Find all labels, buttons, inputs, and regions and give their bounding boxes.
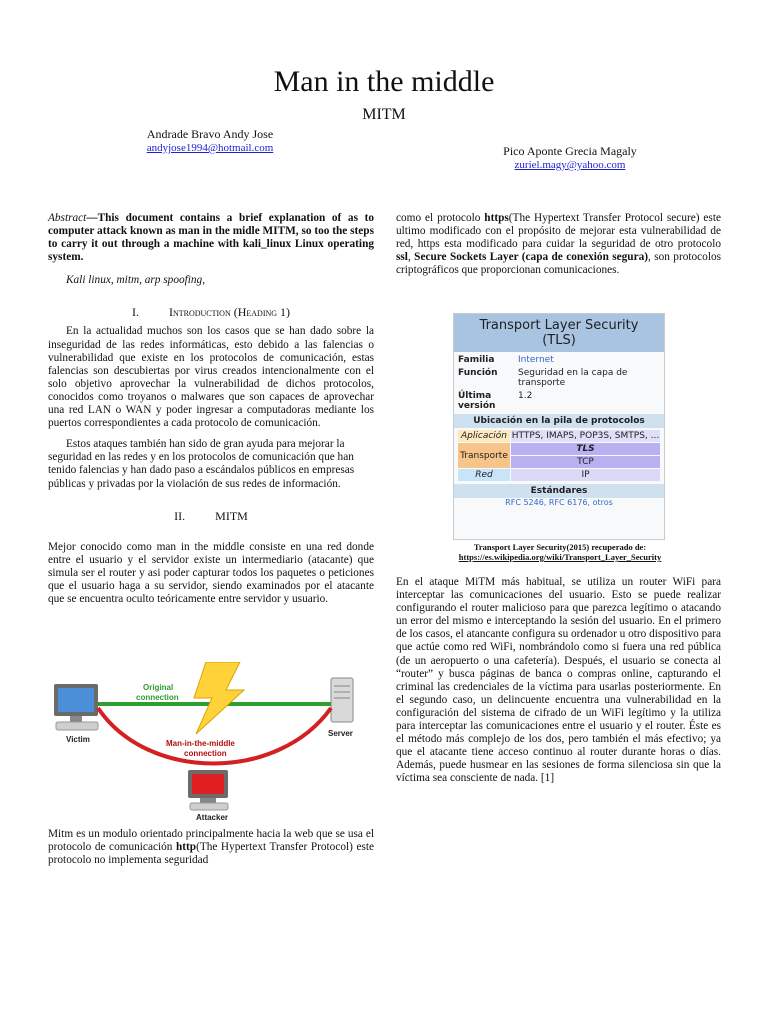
mitm-label: Man-in-the-middle: [166, 739, 235, 748]
section-1-number: I.: [131, 305, 139, 320]
abstract: [48, 212, 374, 264]
section-2-heading: [48, 509, 374, 523]
tls-stack-grid: [458, 430, 660, 481]
tls-funcion-key: Función: [458, 368, 498, 378]
original-label: Original: [143, 683, 174, 692]
caption-url[interactable]: https://es.wikipedia.org/wiki/Transport_Layer_Security: [458, 552, 662, 562]
abstract-text: This document contains a brief explanation of as to computer attack known as man in the midle MITM, so too the steps to carry it out through a machine with kali_linux Linux operating system.: [48, 212, 374, 264]
http-bold: http: [175, 841, 197, 854]
https-bold: https: [484, 212, 509, 224]
tls-funcion-value: Seguridad en la capa de transporte: [518, 368, 628, 388]
section-1-paragraph-2: Estos ataques también han sido de gran ayuda para mejorar la seguridad en las redes y en los protocolos de comunicación que han tenido falencias y han dado paso a escándalos públicos en empresas públicas y privadas por la violación de sus redes de información.: [48, 438, 355, 490]
victim-computer-icon: [54, 684, 98, 730]
tls-row-funcion: [454, 368, 664, 388]
tls-familia-key: Familia: [458, 355, 495, 365]
paper-title: Man in the middle: [273, 65, 495, 98]
caption-line-1: Transport Layer Security(2015) recuperado de:: [473, 542, 647, 552]
tls-red-ip: IP: [511, 469, 660, 481]
ssl-name-bold: Secure Sockets Layer (capa de conexión segura): [414, 251, 649, 264]
tls-app-protocols: HTTPS, IMAPS, POP3S, SMTPS, ...: [511, 431, 660, 441]
left-column: [48, 212, 374, 606]
victim-label: Victim: [66, 735, 90, 744]
right-paragraph-2: En el ataque MiTM más habitual, se utiliza un router WiFi para interceptar las comunicaciones del usuario. Esto se puede realizar configurando el router malicioso para que parezca legítimo o atacando un error del mismo e interceptando la sesión del usuario. En el primero de los casos, el atancante configura su ordenador u otro dispositivo para que actúe como red WiFi, nombrándolo como si fuera una red pública (de un aeropuerto o una cafetería). Después, el usuario se conecta al “router” y busca páginas de banca o compras online, capturando el criminal las credenciales de la víctima para usarlas posteriormente. En el segundo caso, un delincuente encuentra una vulnerabilidad en la configuración del sistema de cifrado de un WiFi legítimo y la utiliza para interceptar las comunicaciones entre el usuario y el router. Éste es el método más complejo de los dos, pero también el más efectivo; ya que el atacante tiene acceso continuo al router durante horas o días. Además, puede husmear en las sesiones de forma silenciosa sin que la víctima sea consciente de nada. [1]: [396, 576, 722, 785]
mitm-connection-label: connection: [184, 749, 227, 758]
tls-row-ultima: [454, 391, 664, 411]
tls-stack-heading: Ubicación en la pila de protocolos: [454, 414, 664, 428]
original-connection-label: connection: [136, 693, 179, 702]
abstract-label: Abstract: [48, 212, 87, 224]
tls-abbrev: (TLS): [542, 333, 576, 348]
section-2-paragraph-2: [48, 828, 374, 867]
server-icon: [331, 678, 353, 722]
tls-layer-red: Red: [458, 469, 510, 481]
author-1-email[interactable]: andyjose1994@hotmail.com: [146, 142, 274, 154]
section-1-title: Introduction (Heading 1): [168, 305, 291, 320]
keywords: Kali linux, mitm, arp spoofing,: [66, 274, 206, 287]
p2-text-c: (The Hypertext Transfer Protocol) este protocolo no implementa seguridad: [48, 841, 375, 867]
tls-transport-tcp: TCP: [511, 456, 660, 468]
ssl-bold: ssl: [396, 251, 408, 264]
author-2-name: Pico Aponte Grecia Magaly: [503, 144, 637, 158]
section-2-paragraph-1: Mejor conocido como man in the middle consiste en una red donde entre el usuario y el servidor existe un intermediario (atacante) que simula ser el router y asi poder capturar todos los paquetes o peticiones que el usuario haga a su servidor, siendo examinados por el atacante que se encuentra oculto teóricamente entre servidor y usuario.: [48, 540, 374, 605]
tls-layer-transport: Transporte: [458, 443, 510, 468]
section-1-heading: [48, 305, 374, 319]
right-paragraph-1: [396, 212, 721, 277]
figure-caption: [420, 542, 700, 562]
mitm-diagram: [48, 662, 374, 822]
attacker-computer-icon: [188, 770, 228, 810]
author-1-name: Andrade Bravo Andy Jose: [146, 127, 274, 141]
tls-ultima-key: Última versión: [458, 391, 496, 411]
author-2-email[interactable]: zuriel.magy@yahoo.com: [514, 159, 626, 171]
tls-infobox-header: [454, 314, 664, 352]
r1-e: ,: [407, 251, 415, 264]
tls-title: Transport Layer Security: [479, 318, 639, 333]
tls-infobox: [453, 313, 665, 540]
r1-g: , son protocolos criptográficos que proporcionan comunicaciones.: [396, 251, 722, 277]
tls-transport-tls: TLS: [511, 443, 660, 455]
abstract-dash: —: [86, 212, 98, 224]
r1-c: (The Hypertext Transfer Protocol secure) este ultimo modificado con el propósito de mejorar esta vulnerabilidad de red, https esta modificado para cuidar la seguridad de otro protocolo: [396, 212, 721, 251]
tls-familia-value[interactable]: Internet: [518, 355, 554, 365]
tls-layer-app: Aplicación: [458, 430, 510, 442]
tls-row-familia: [454, 355, 664, 365]
section-2-number: II.: [174, 508, 186, 523]
paper-subtitle: MITM: [362, 106, 406, 123]
section-2-title: MITM: [215, 508, 248, 523]
r1-a: como el protocolo: [396, 212, 485, 224]
attacker-label: Attacker: [196, 813, 229, 822]
server-label: Server: [328, 729, 353, 738]
tls-standards-heading: Estándares: [454, 484, 664, 498]
tls-ultima-value: 1.2: [518, 391, 533, 401]
section-1-paragraph-1: En la actualidad muchos son los casos que se han dado sobre la inseguridad de las redes informáticas, esto debido a las falencias o vulnerabilidad que existe en los protocolos de comunicación, estas falencias son descubiertas por virus creados intencionalmente con el solo objetivo aprovechar la vulnerabilidad de dichos protocolos, conocidos como troyanos o malwares que son capaces de aprovechar una red LAN o WAN y poder ingresar a computadoras mediante los puertos correspondientes a cada protocolo de comunicación.: [48, 325, 374, 430]
tls-rfc-links[interactable]: RFC 5246, RFC 6176, otros: [505, 498, 613, 507]
lightning-bolt-icon: [194, 662, 244, 734]
p2-text-a: Mitm es un modulo orientado principalmente hacia la web que se usa el protocolo de comunicación: [48, 828, 374, 854]
